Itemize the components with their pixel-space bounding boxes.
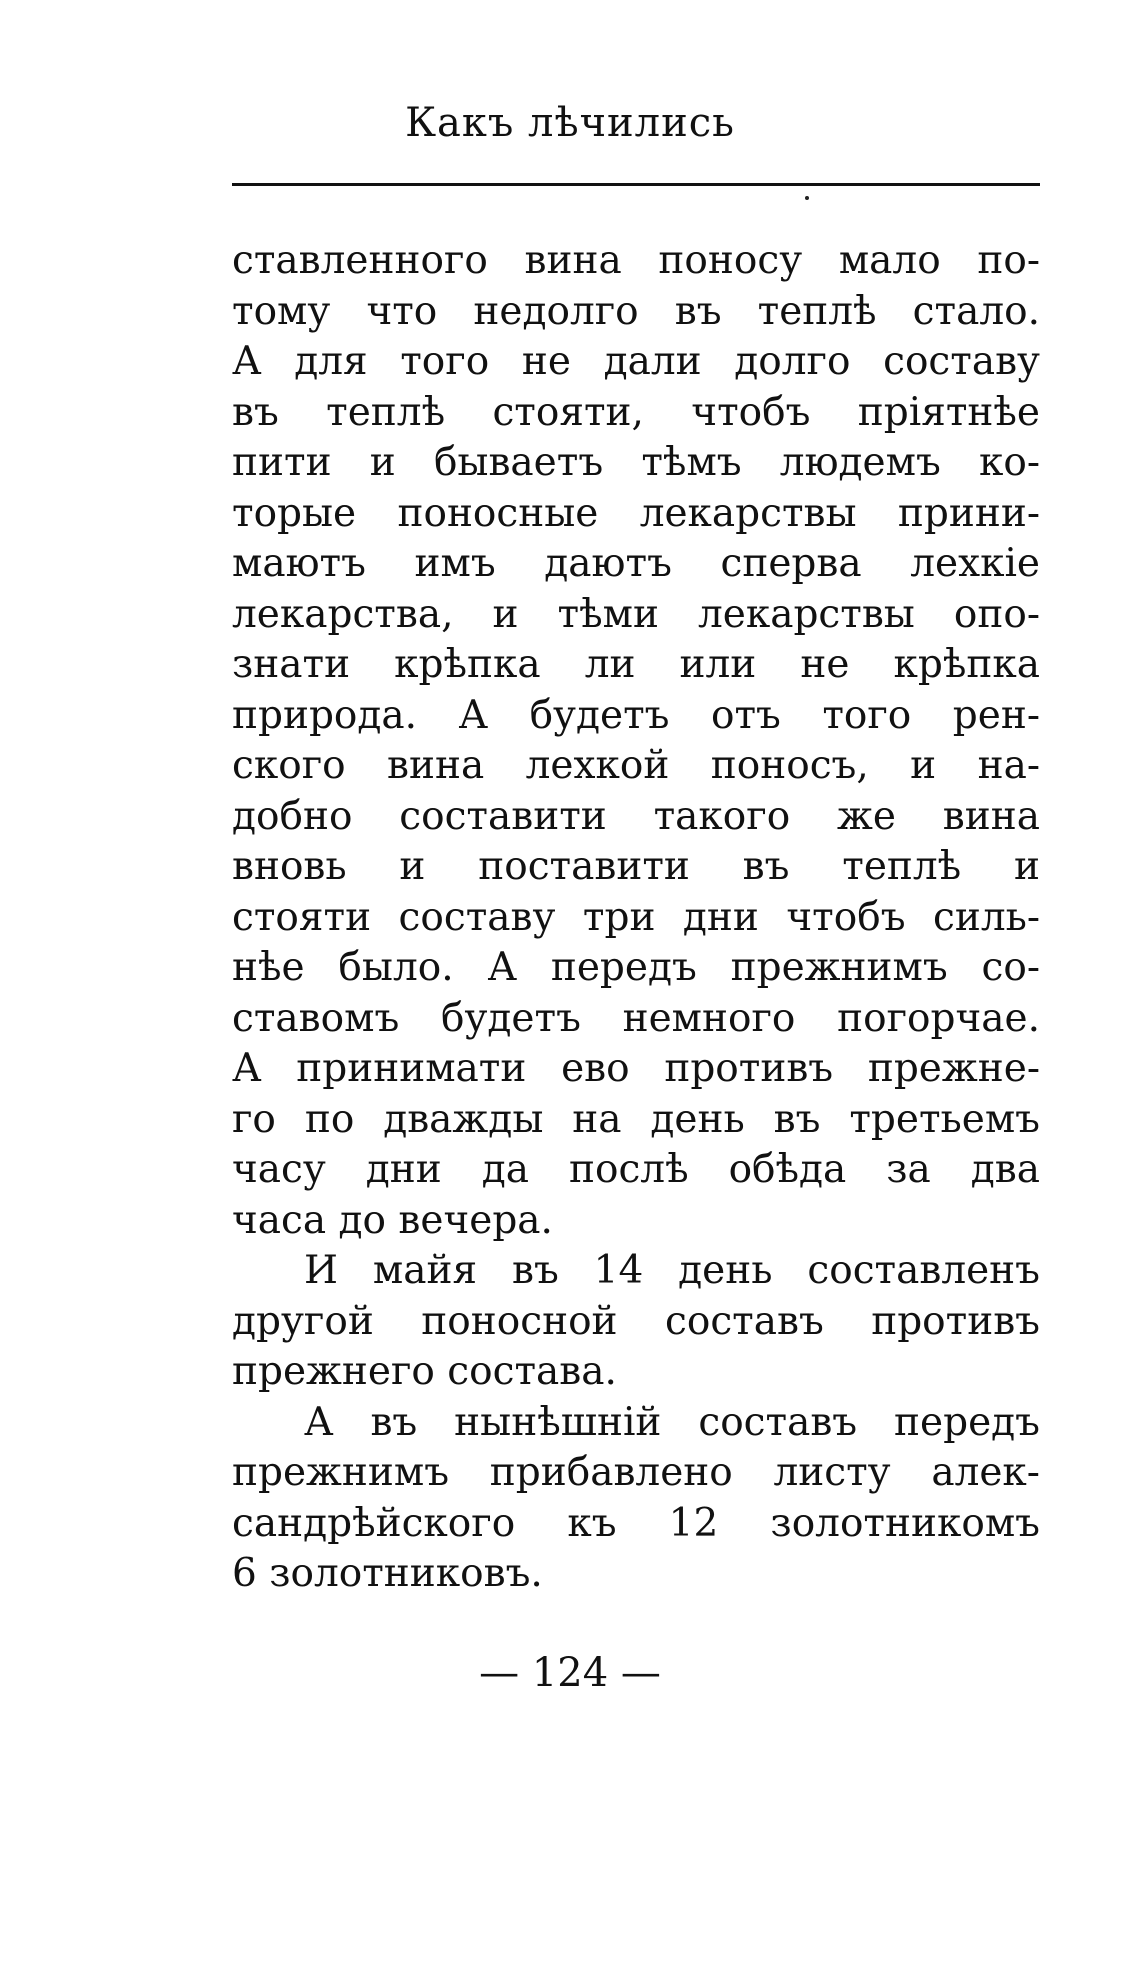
text-line: маютъ имъ даютъ сперва лехкіе — [232, 541, 1040, 586]
text-line: стояти составу три дни чтобъ силь- — [232, 894, 1040, 940]
text-line: часу дни да послѣ обѣда за два — [232, 1147, 1040, 1192]
text-line: И майя въ 14 день составленъ — [304, 1248, 1040, 1293]
text-line: вновь и поставити въ теплѣ и — [232, 844, 1040, 889]
text-line: лекарства, и тѣми лекарствы опо- — [232, 591, 1040, 637]
text-line: торые поносные лекарствы прини- — [232, 490, 1040, 536]
text-line: сандрѣйского къ 12 золотникомъ — [232, 1500, 1040, 1546]
text-line: ставомъ будетъ немного погорчае. — [232, 995, 1040, 1041]
text-line: 6 золотниковъ. — [232, 1551, 543, 1596]
text-line: нѣе было. А передъ прежнимъ со- — [232, 945, 1040, 990]
text-line: знати крѣпка ли или не крѣпка — [232, 642, 1040, 687]
text-line: ставленного вина поносу мало по- — [232, 238, 1040, 283]
body-text — [232, 236, 1040, 1600]
page-number: — 124 — — [479, 1650, 661, 1696]
text-line: пити и бываетъ тѣмъ людемъ ко- — [232, 440, 1040, 485]
text-line: природа. А будетъ отъ того рен- — [232, 692, 1040, 738]
text-line: прежнимъ прибавлено листу алек- — [232, 1450, 1040, 1495]
text-line: го по дважды на день въ третьемъ — [232, 1096, 1040, 1142]
text-line: ского вина лехкой поносъ, и на- — [232, 743, 1040, 788]
text-line: А въ нынѣшній составъ передъ — [304, 1399, 1040, 1445]
text-line: прежнего состава. — [232, 1349, 617, 1394]
text-line: въ теплѣ стояти, чтобъ пріятнѣе — [232, 389, 1040, 435]
text-line: добно составити такого же вина — [232, 793, 1040, 839]
header-rule — [232, 183, 1040, 186]
stray-dot — [805, 196, 809, 200]
running-head: Какъ лѣчились — [405, 100, 735, 146]
text-line: другой поносной составъ противъ — [232, 1298, 1040, 1344]
text-line: тому что недолго въ теплѣ стало. — [232, 288, 1040, 334]
text-line: А принимати ево противъ прежне- — [232, 1046, 1040, 1091]
text-line: А для того не дали долго составу — [232, 339, 1040, 384]
text-line: часа до вечера. — [232, 1197, 553, 1243]
